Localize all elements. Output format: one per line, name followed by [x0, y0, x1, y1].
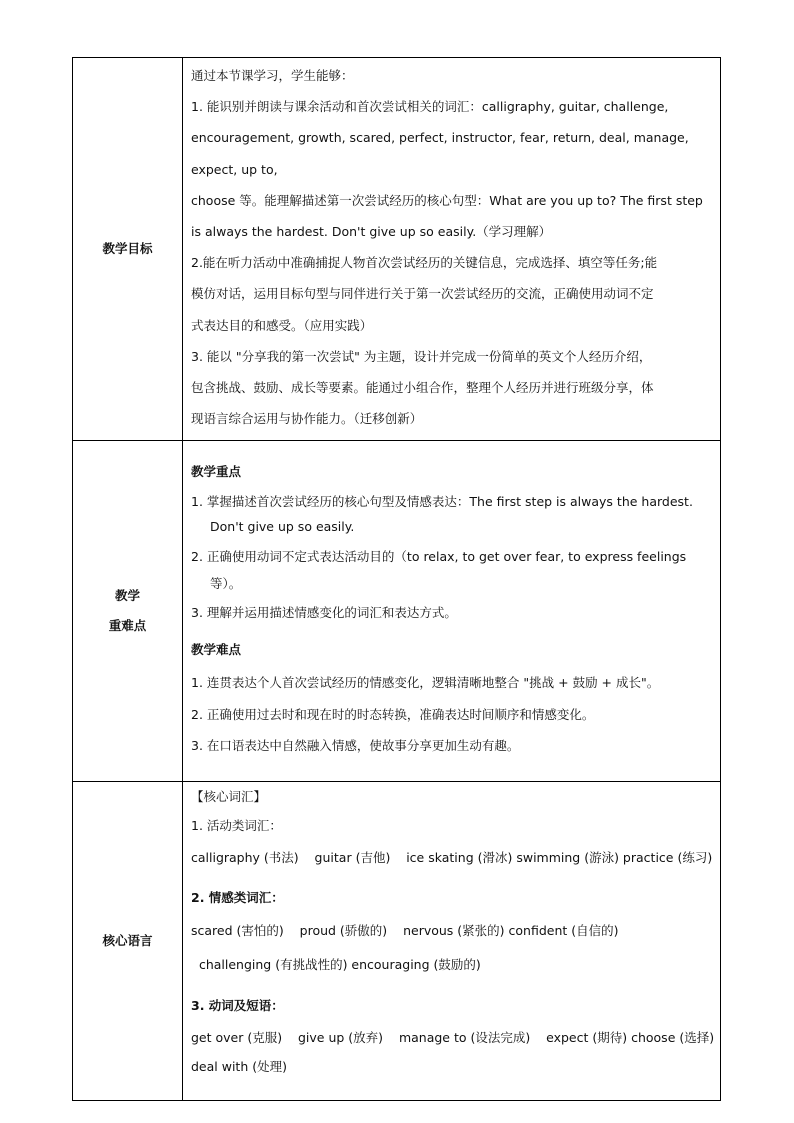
category-title: 1. 活动类词汇：: [191, 818, 282, 834]
vocab-line: deal with (处理): [191, 1059, 287, 1075]
label-line: 重难点: [108, 618, 147, 634]
focus-item: [191, 489, 714, 539]
core-content: [183, 782, 721, 1101]
item-number: 3.: [191, 737, 203, 753]
difficulty-title: 教学难点: [191, 642, 242, 658]
goals-intro: 通过本节课学习，学生能够：: [191, 68, 354, 83]
item-number: 2.: [191, 706, 203, 722]
item-number: 2.: [191, 549, 203, 565]
item-number: 3.: [191, 605, 203, 621]
focus-item: [191, 543, 714, 597]
goals-line: is always the hardest. Don't give up so easily.（学习理解）: [191, 224, 552, 240]
goals-line: 1. 能识别并朗读与课余活动和首次尝试相关的词汇：calligraphy, guitar, challenge,: [191, 99, 669, 115]
item-number: 1.: [191, 675, 203, 691]
core-heading: 【核心词汇】: [191, 789, 267, 805]
difficulty-item: [191, 699, 714, 730]
item-text: 掌握描述首次尝试经历的核心句型及情感表达：The first step is always the hardest. Don't give up so easily.: [206, 494, 693, 535]
goals-line: 式表达目的和感受。（应用实践）: [191, 317, 373, 333]
label-teaching-goals: 教学目标: [73, 58, 183, 441]
vocab-line: challenging (有挑战性的) encouraging (鼓励的): [191, 957, 481, 973]
item-text: 理解并运用描述情感变化的词汇和表达方式。: [206, 605, 457, 621]
item-text: 正确使用过去时和现在时的时态转换，准确表达时间顺序和情感变化。: [206, 706, 595, 722]
label-line: 教学: [114, 588, 140, 604]
vocab-line: calligraphy (书法) guitar (吉他) ice skating (滑冰) swimming (游泳) practice (练习): [191, 850, 713, 866]
goals-line: 3. 能以 "分享我的第一次尝试" 为主题，设计并完成一份简单的英文个人经历介绍，: [191, 348, 652, 364]
item-number: 1.: [191, 494, 203, 510]
row-key-difficult-points: [73, 441, 721, 782]
keypoints-content: [183, 441, 721, 782]
item-text: 连贯表达个人首次尝试经历的情感变化，逻辑清晰地整合 "挑战 + 鼓励 + 成长"。: [206, 675, 660, 691]
row-teaching-goals: [73, 58, 721, 441]
goals-line: 模仿对话，运用目标句型与同伴进行关于第一次尝试经历的交流，正确使用动词不定: [191, 286, 654, 302]
vocab-line: get over (克服) give up (放弃) manage to (设法完成) expect (期待) choose (选择): [191, 1030, 715, 1046]
goals-line: 2.能在听力活动中准确捕捉人物首次尝试经历的关键信息，完成选择、填空等任务;能: [191, 255, 658, 271]
label-key-difficult-points: [73, 441, 183, 782]
label-core-language: 核心语言: [73, 782, 183, 1101]
focus-title: 教学重点: [191, 464, 242, 480]
goals-line: choose 等。能理解描述第一次尝试经历的核心句型：What are you up to? The first step: [191, 192, 703, 208]
goals-line: 包含挑战、鼓励、成长等要素。能通过小组合作，整理个人经历并进行班级分享，体: [191, 380, 654, 396]
focus-item: [191, 597, 714, 629]
category-title: 3. 动词及短语：: [191, 998, 284, 1014]
difficulty-item: [191, 667, 714, 698]
goals-line: encouragement, growth, scared, perfect, instructor, fear, return, deal, manage, expect, up to,: [191, 130, 689, 177]
item-text: 正确使用动词不定式表达活动目的（to relax, to get over fear, to express feelings 等）。: [206, 549, 687, 592]
difficulty-item: [191, 730, 714, 761]
category-title: 2. 情感类词汇：: [191, 890, 284, 906]
goals-line: 现语言综合运用与协作能力。（迁移创新）: [191, 411, 423, 427]
row-core-language: [73, 782, 721, 1101]
goals-content: [183, 58, 721, 441]
item-text: 在口语表达中自然融入情感，使故事分享更加生动有趣。: [206, 737, 520, 753]
lesson-plan-table: [72, 57, 721, 1101]
vocab-line: scared (害怕的) proud (骄傲的) nervous (紧张的) confident (自信的): [191, 923, 619, 939]
